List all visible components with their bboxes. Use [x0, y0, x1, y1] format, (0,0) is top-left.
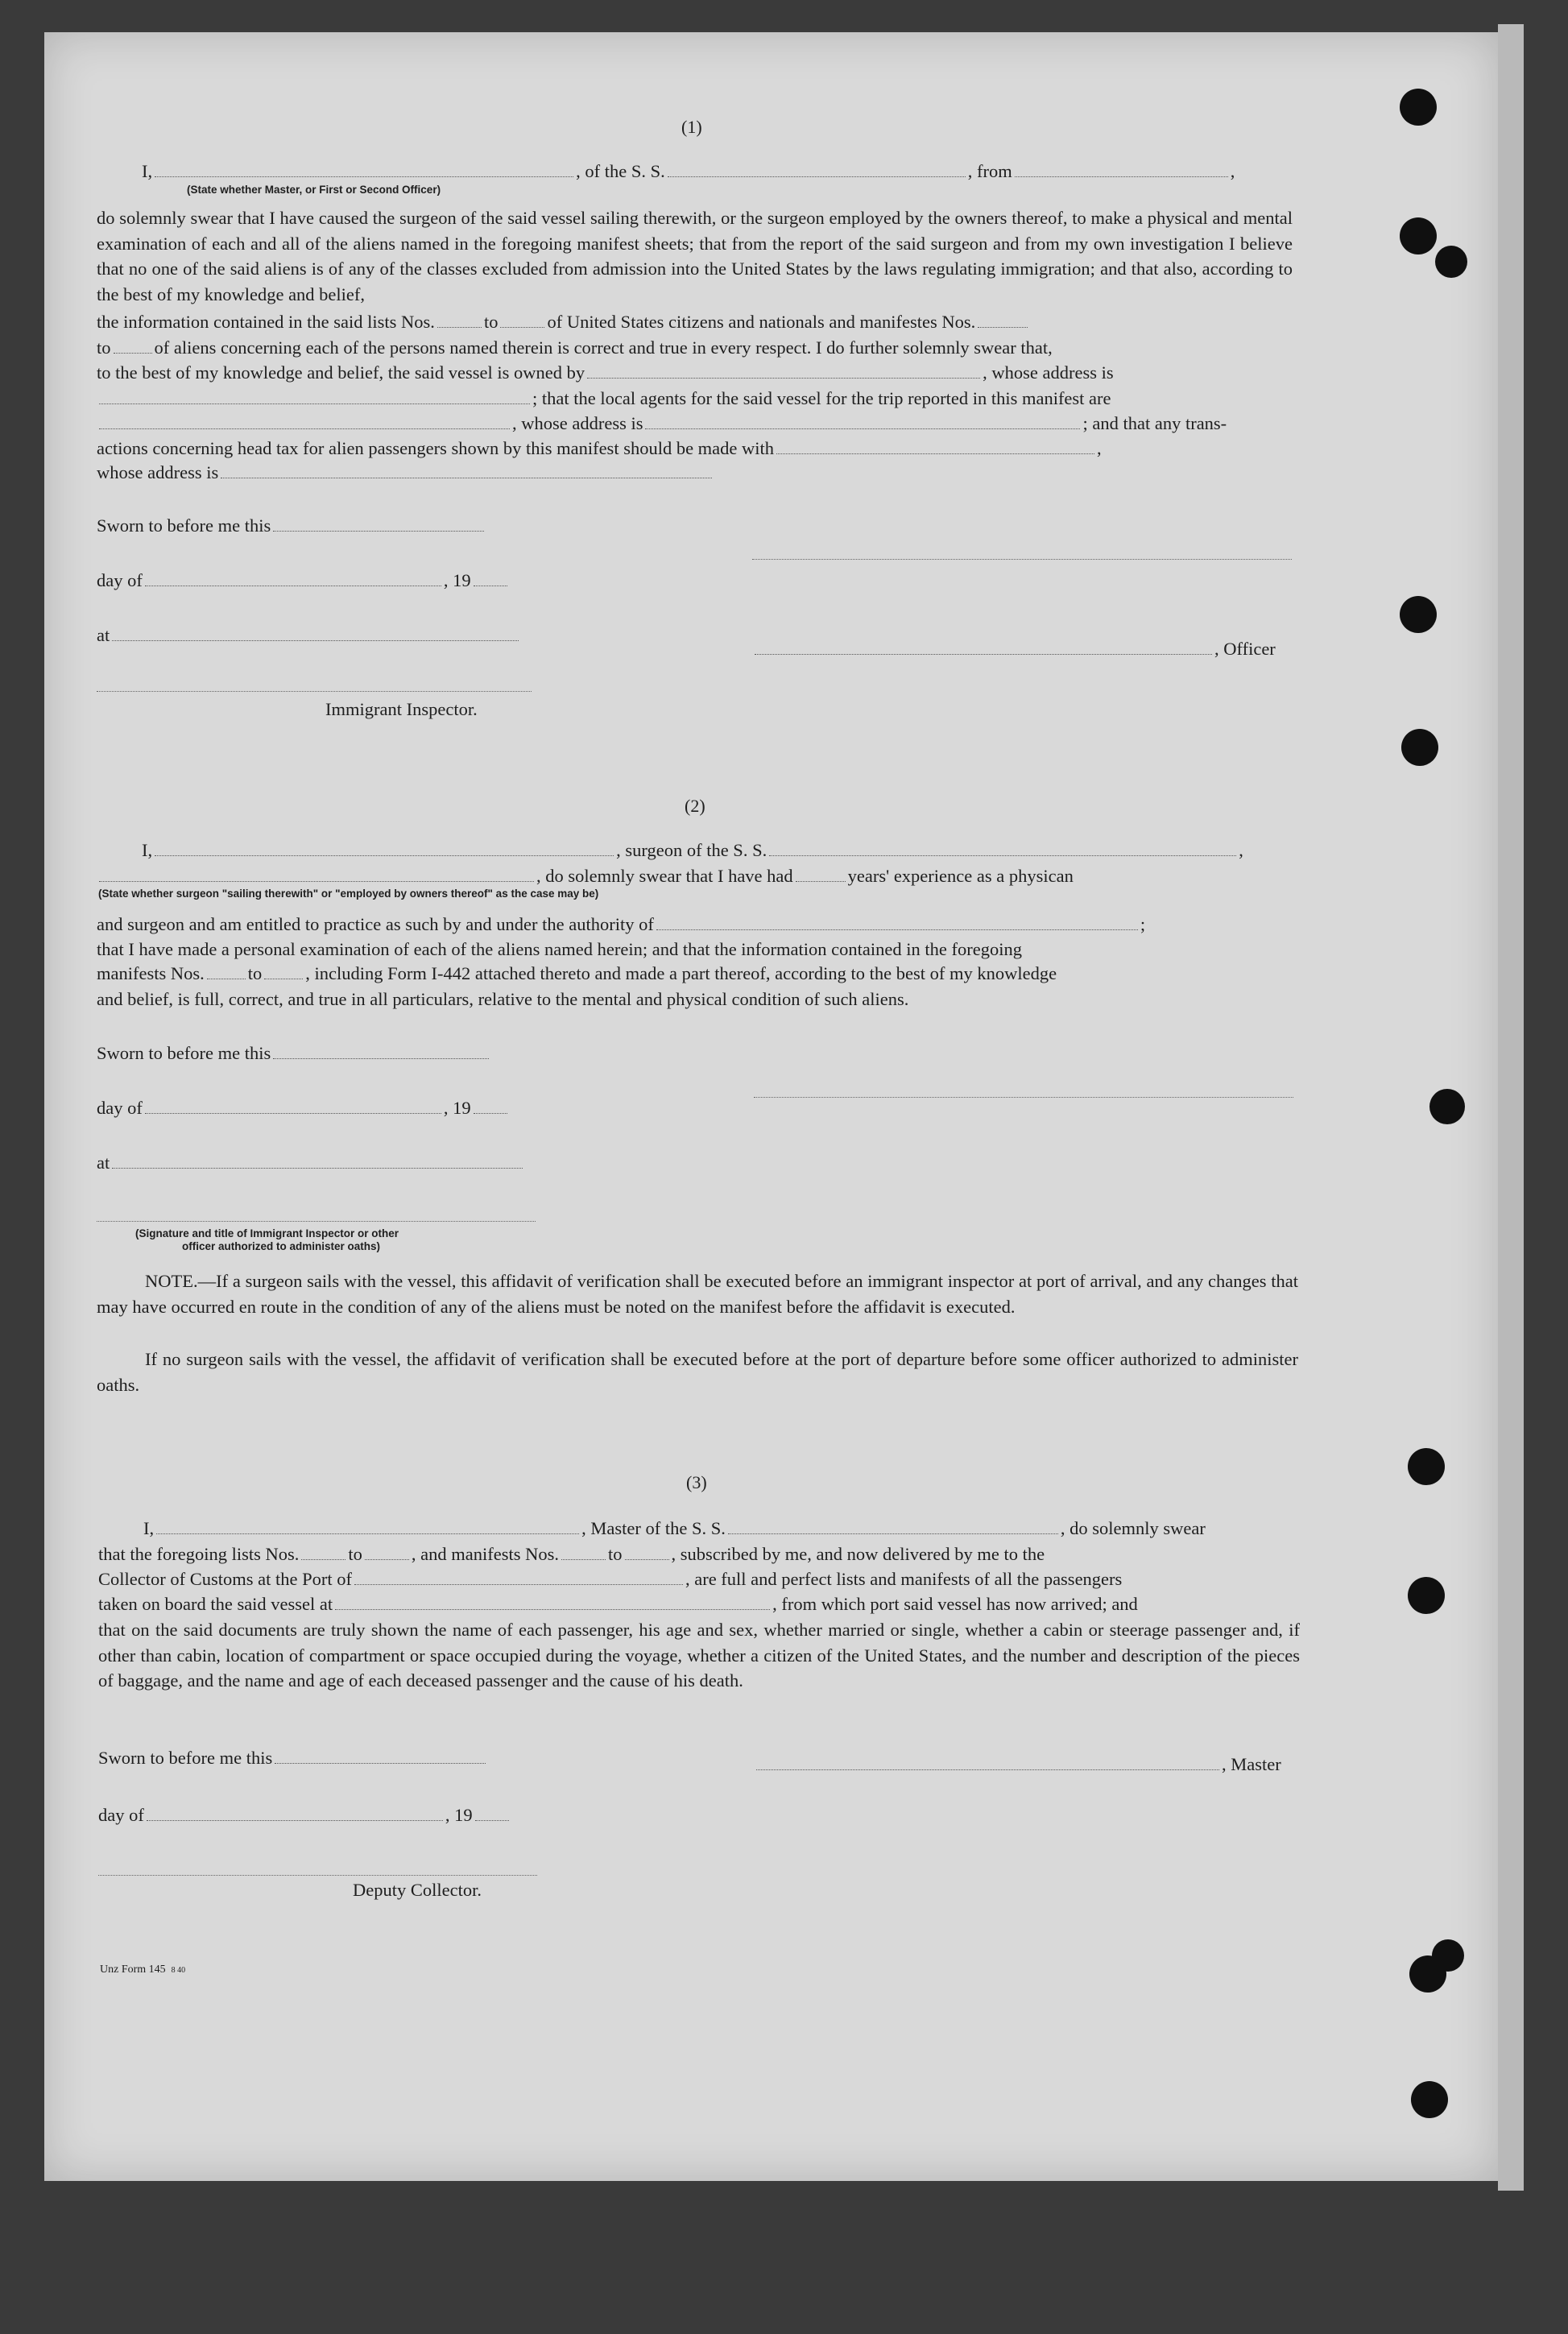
section-1-line-aliens: to of aliens concerning each of the persons named therein is correct and true in every respect. I do further solemnly swear that, — [97, 337, 1053, 358]
section-3-number: (3) — [686, 1472, 707, 1492]
binder-hole — [1411, 2081, 1448, 2118]
page-edge — [1498, 24, 1524, 2191]
section-1-line-headtax: actions concerning head tax for alien passengers shown by this manifest should be made with , — [97, 438, 1102, 458]
section-1-line-owner: to the best of my knowledge and belief, the said vessel is owned by , whose address is — [97, 362, 1114, 383]
section-2-signature-line — [754, 1097, 1293, 1098]
section-1-number: (1) — [681, 117, 702, 137]
section-2-line-3: and surgeon and am entitled to practice as such by and under the authority of ; — [97, 914, 1146, 934]
section-2-line-6: and belief, is full, correct, and true in all particulars, relative to the mental and physical condition of such aliens. — [97, 989, 909, 1009]
section-3-master: , Master — [754, 1756, 1281, 1774]
section-3-line-4: taken on board the said vessel at , from which port said vessel has now arrived; and — [98, 1594, 1138, 1614]
section-3-line-2: that the foregoing lists Nos. to , and manifests Nos. to , subscribed by me, and now delivered by me to the — [98, 1544, 1045, 1564]
section-2-note: NOTE.—If a surgeon sails with the vessel, this affidavit of verification shall be executed before an immigrant inspector at port of arrival, and any changes that may have occurred en route in the condition of any of the aliens must be noted on the manifest before the affidavit is executed. — [97, 1271, 1298, 1317]
section-1-line-lists: the information contained in the said lists Nos. to of United States citizens and nationals and manifestes Nos. — [97, 313, 1030, 332]
section-2-signature-note-1: (Signature and title of Immigrant Inspector or other — [135, 1227, 399, 1239]
binder-hole — [1401, 729, 1438, 766]
section-1-officer: , Officer — [752, 640, 1276, 659]
section-3-sworn: Sworn to before me this — [98, 1749, 488, 1768]
binder-hole — [1400, 89, 1437, 126]
binder-hole — [1432, 1939, 1464, 1972]
section-2-signature-note-2: officer authorized to administer oaths) — [182, 1240, 381, 1252]
section-1-role-note: (State whether Master, or First or Second Officer) — [187, 184, 441, 196]
section-1-line-agents: ; that the local agents for the said vessel for the trip reported in this manifest are — [97, 390, 1111, 408]
section-2-role-note: (State whether surgeon "sailing therewith" or "employed by owners thereof" as the case may be) — [98, 888, 599, 900]
binder-hole — [1429, 1089, 1465, 1124]
section-2-sworn: Sworn to before me this — [97, 1045, 491, 1063]
binder-hole — [1408, 1577, 1445, 1614]
binder-hole — [1400, 596, 1437, 633]
section-2-note-no-surgeon: If no surgeon sails with the vessel, the affidavit of verification shall be executed before at the port of departure before some officer authorized to administer oaths. — [97, 1349, 1298, 1395]
binder-hole — [1400, 217, 1437, 255]
section-3-day-of: day of , 19 — [98, 1806, 511, 1825]
section-2-line-1: I, , surgeon of the S. S. , — [142, 840, 1243, 860]
section-2-line-4: that I have made a personal examination of each of the aliens named herein; and that the information contained in the foregoing — [97, 939, 1022, 959]
section-3-deputy: Deputy Collector. — [353, 1880, 482, 1900]
section-1-day-of: day of , 19 — [97, 572, 510, 590]
section-1-inspector: Immigrant Inspector. — [325, 699, 478, 719]
section-3-line-1: I, , Master of the S. S. , do solemnly swear — [143, 1518, 1206, 1538]
section-2-number: (2) — [685, 796, 705, 816]
binder-hole — [1435, 246, 1467, 278]
section-3-body: that on the said documents are truly shown the name of each passenger, his age and sex, whether married or single, whether a cabin or steerage passenger and, if other than cabin, location of compartment or space occupied during the voyage, whether a citizen of the United States, and the number and description of the pieces of baggage, and the name and age of each deceased passenger and the cause of his death. — [98, 1620, 1300, 1690]
section-1-body: do solemnly swear that I have caused the surgeon of the said vessel sailing therewith, or the surgeon employed by the owners thereof, to make a physical and mental examination of each and all of the aliens named in the foregoing manifest sheets; that from the report of the said surgeon and from my own investigation I believe that no one of the said aliens is of any of the classes excluded from admission into the United States by the laws regulating immigration; and that also, according to the best of my knowledge and belief, — [97, 208, 1293, 304]
section-3-line-3: Collector of Customs at the Port of , are full and perfect lists and manifests of all the passengers — [98, 1569, 1123, 1589]
form-number: Unz Form 145 8 40 — [100, 1964, 186, 1976]
section-1-sworn: Sworn to before me this — [97, 517, 486, 536]
section-1-line-address: whose address is — [97, 464, 714, 482]
section-1-line-agent-address: , whose address is ; and that any trans- — [97, 415, 1227, 433]
section-1-inspector-line — [97, 691, 532, 692]
section-3-deputy-line — [98, 1875, 537, 1876]
section-1-line-1: I, , of the S. S. , from , — [142, 161, 1235, 181]
section-2-line-2: , do solemnly swear that I have had years' experience as a physican — [97, 867, 1074, 886]
section-2-line-5: manifests Nos. to , including Form I-442 attached thereto and made a part thereof, according to the best of my knowledge — [97, 963, 1057, 983]
section-1-signature-line — [752, 559, 1292, 560]
section-1-at: at — [97, 627, 521, 645]
section-2-day-of: day of , 19 — [97, 1099, 510, 1118]
section-2-inspector-line — [97, 1221, 536, 1222]
section-2-at: at — [97, 1154, 525, 1173]
binder-hole — [1408, 1448, 1445, 1485]
